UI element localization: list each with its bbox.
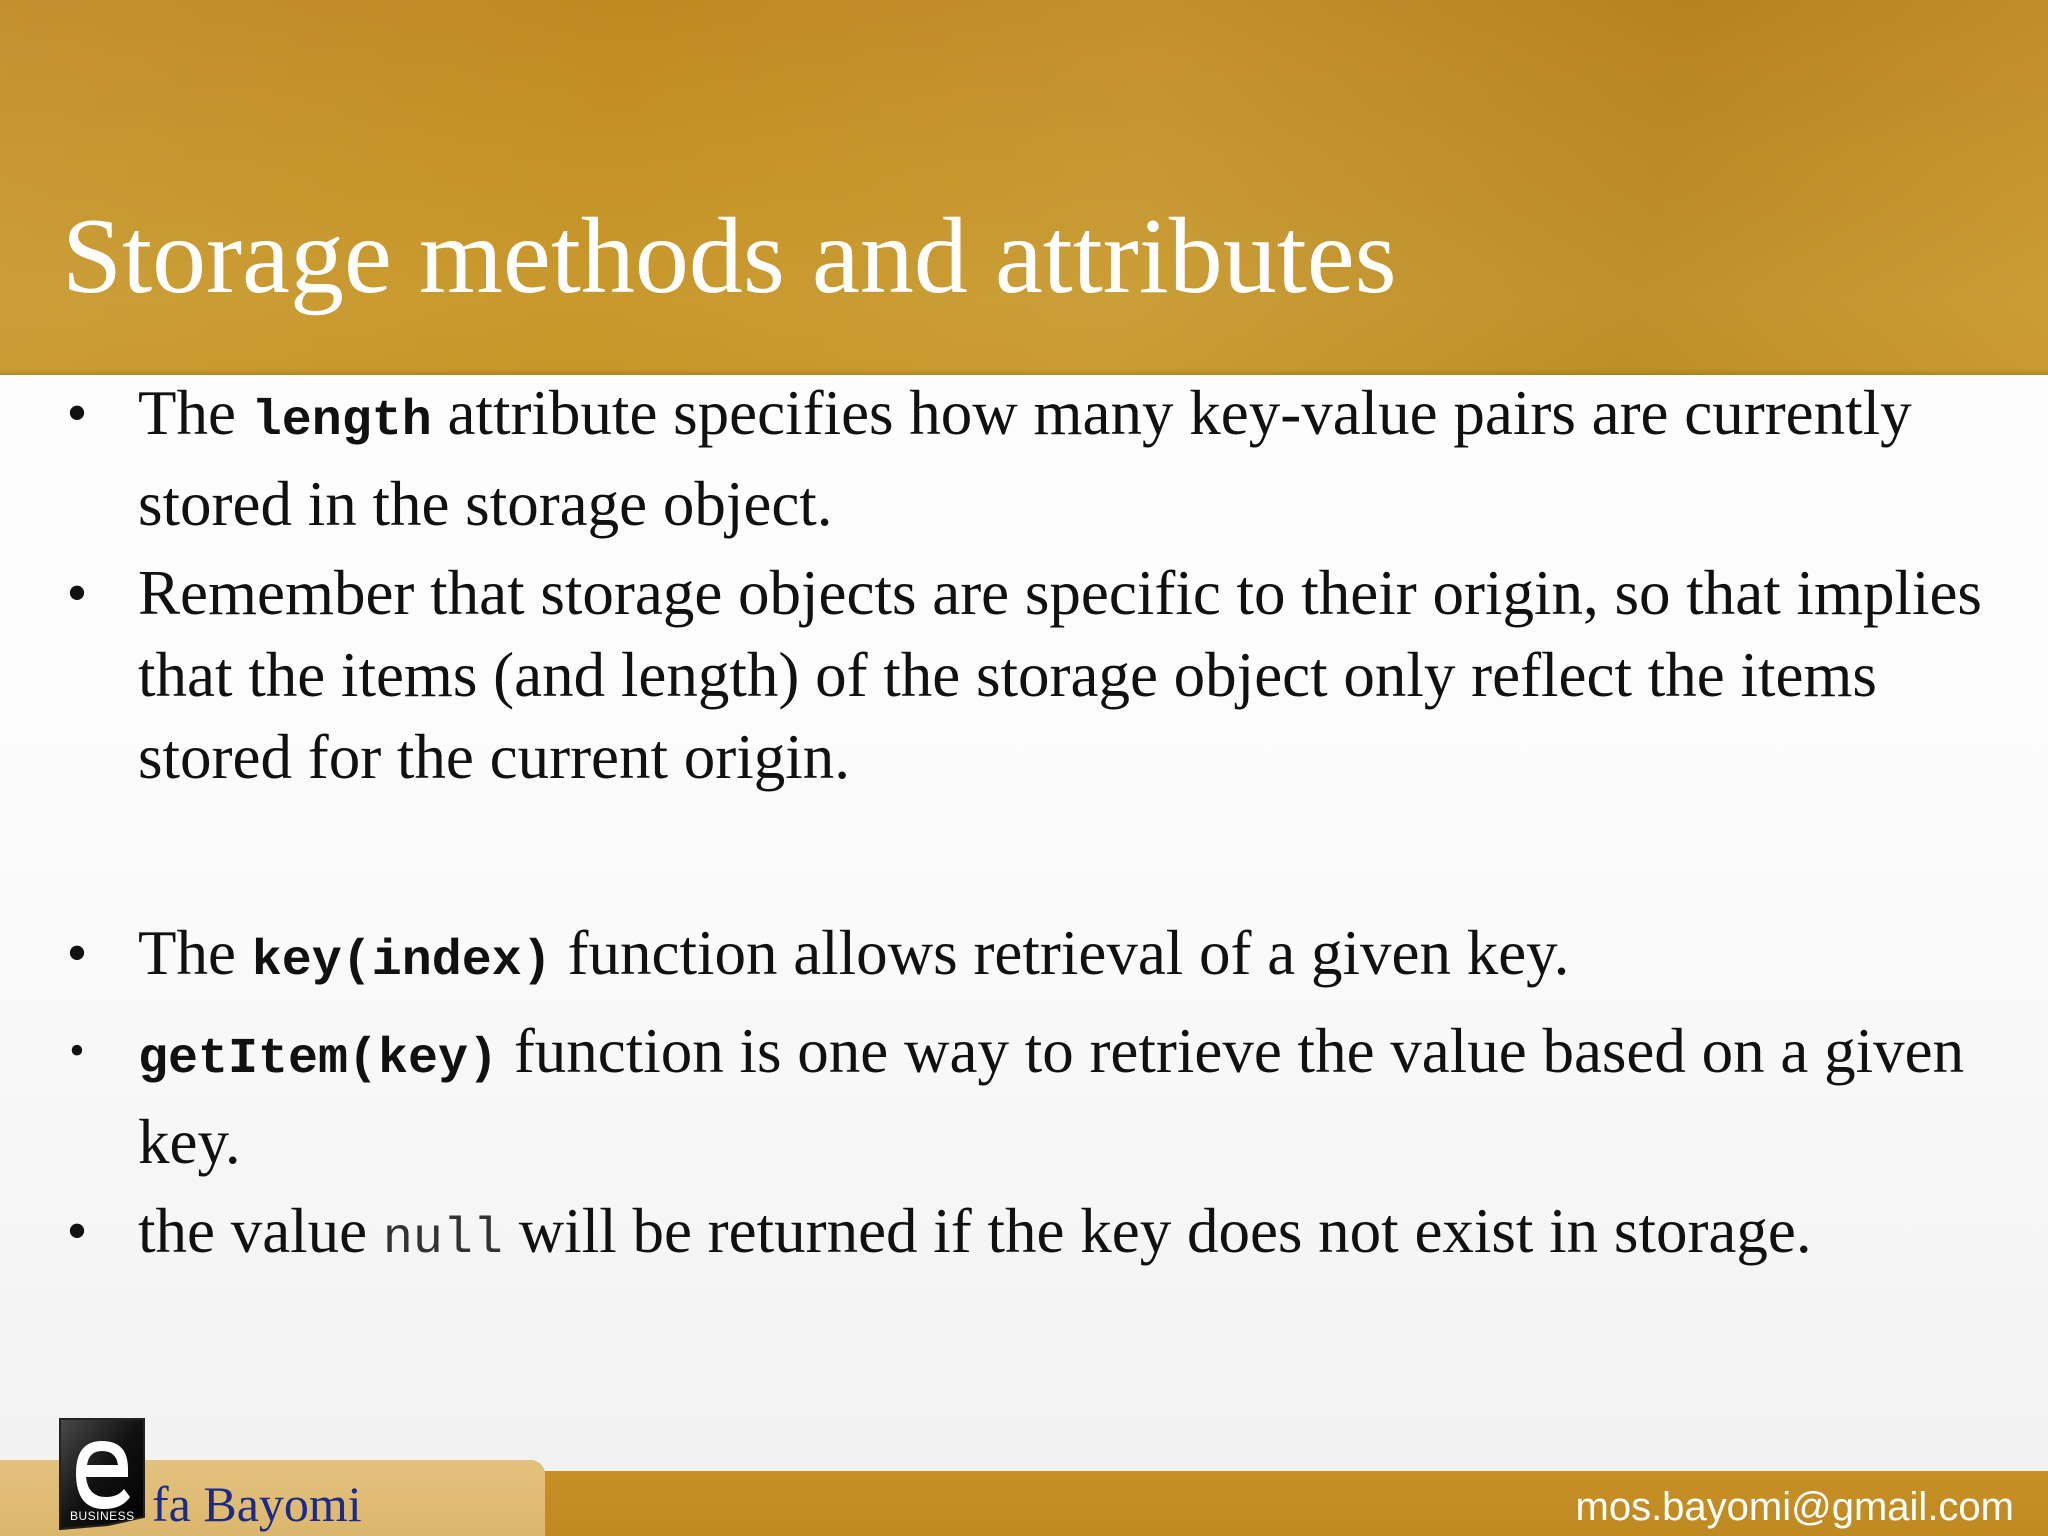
bullet-text: attribute specifies how many key-value pairs are currently stored in the storage object. <box>138 378 1912 539</box>
inline-code: null <box>382 1211 503 1268</box>
bullet-lead: The <box>138 918 252 988</box>
logo-word: BUSINESS <box>70 1509 135 1523</box>
bullet-text: Remember that storage objects are specific to their origin, so that implies that the items (and length) of the storage object only reflect the items stored for the current origin. <box>138 558 1982 792</box>
bullet-item-getitem <box>69 1010 2028 1183</box>
bullet-dot-icon: • <box>66 1198 88 1264</box>
bullet-item-length <box>66 372 2028 545</box>
bullet-dot-icon: • <box>66 560 88 626</box>
inline-code: length <box>251 393 432 450</box>
slide-title: Storage methods and attributes <box>62 197 1397 316</box>
author-email: mos.bayomi@gmail.com <box>1575 1485 2014 1529</box>
title-banner <box>0 0 2048 375</box>
bullet-dot-icon: • <box>66 380 88 446</box>
bullet-lead: The <box>138 378 252 448</box>
author-name: fa Bayomi <box>152 1476 362 1532</box>
inline-code: key(index) <box>251 933 552 990</box>
bullet-item-null <box>66 1190 2028 1281</box>
bullet-text: will be returned if the key does not exist in storage. <box>502 1196 1812 1266</box>
inline-code: getItem(key) <box>138 1031 499 1088</box>
e-business-logo-icon <box>56 1417 148 1531</box>
bullet-dot-icon: • <box>66 920 88 986</box>
bullet-text: function is one way to retrieve the value based on a given key. <box>138 1016 1965 1177</box>
bullet-text: function allows retrieval of a given key. <box>551 918 1570 988</box>
bullet-item-key-index <box>66 912 2028 1003</box>
bullet-item-origin <box>66 552 2028 798</box>
bullet-lead: the value <box>138 1196 383 1266</box>
bullet-dot-icon: • <box>69 1026 85 1075</box>
